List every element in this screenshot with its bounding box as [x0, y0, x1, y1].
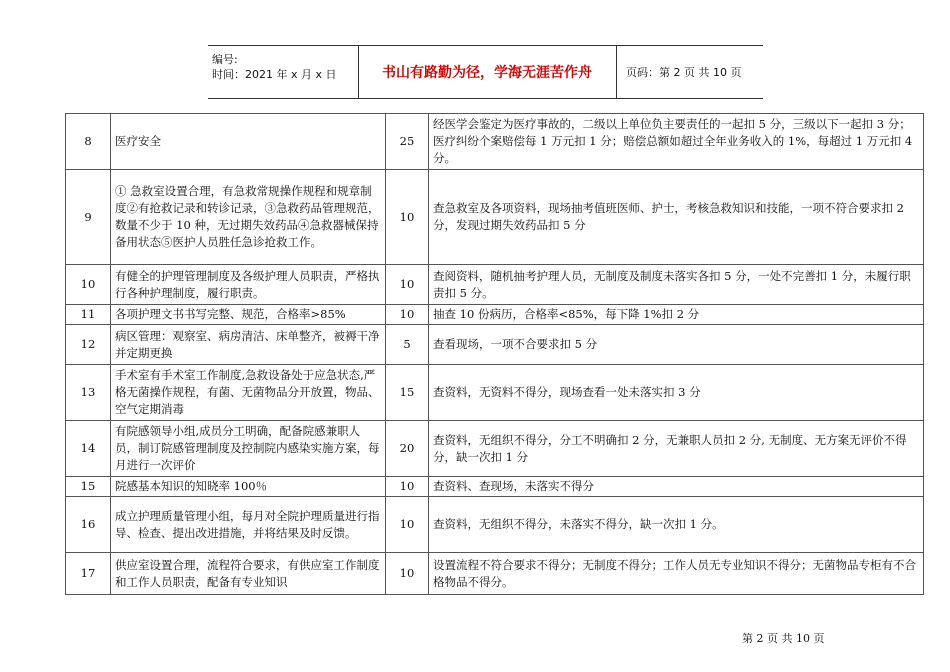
row-points: 10	[386, 477, 429, 497]
table-row	[66, 170, 924, 265]
doc-number-label: 编号:	[212, 53, 238, 66]
row-criteria: 抽查 10 份病历，合格率<85%，每下降 1%扣 2 分	[429, 305, 924, 325]
row-item: 各项护理文书书写完整、规范，合格率>85%	[111, 305, 386, 325]
table-row	[66, 421, 924, 477]
row-item: 有健全的护理管理制度及各级护理人员职责，严格执行各种护理制度，履行职责。	[111, 265, 386, 305]
table-row	[66, 365, 924, 421]
row-criteria: 查资料，无组织不得分，未落实不得分，缺一次扣 1 分。	[429, 497, 924, 553]
row-points: 10	[386, 305, 429, 325]
row-number: 12	[66, 325, 111, 365]
table-row	[66, 325, 924, 365]
row-item: ① 急救室设置合理，有急救常规操作规程和规章制度②有抢救记录和转诊记录，③急救药品管理规范，数量不少于 10 种，无过期失效药品④急救器械保持备用状态⑤医护人员胜任急诊抢救工作。	[111, 170, 386, 265]
row-number: 14	[66, 421, 111, 477]
header-motto: 书山有路勤为径，学海无涯苦作舟	[358, 46, 617, 98]
table-row	[66, 497, 924, 553]
page-header	[208, 45, 763, 99]
header-page-code: 页码：第 2 页 共 10 页	[626, 66, 742, 79]
row-points: 15	[386, 365, 429, 421]
row-number: 11	[66, 305, 111, 325]
header-info	[208, 46, 359, 98]
row-criteria: 设置流程不符合要求不得分；无制度不得分；工作人员无专业知识不得分；无菌物品专柜有不合格物品不得分。	[429, 553, 924, 595]
row-number: 17	[66, 553, 111, 595]
row-item: 病区管理：观察室、病房清洁、床单整齐，被褥干净并定期更换	[111, 325, 386, 365]
row-criteria: 查阅资料，随机抽考护理人员，无制度及制度未落实各扣 5 分，一处不完善扣 1 分，未履行职责扣 5 分。	[429, 265, 924, 305]
row-points: 10	[386, 553, 429, 595]
row-points: 10	[386, 497, 429, 553]
table-row	[66, 114, 924, 170]
row-criteria: 查资料、查现场，未落实不得分	[429, 477, 924, 497]
row-points: 10	[386, 265, 429, 305]
table-row	[66, 477, 924, 497]
row-points: 5	[386, 325, 429, 365]
row-number: 8	[66, 114, 111, 170]
table-row	[66, 553, 924, 595]
row-points: 20	[386, 421, 429, 477]
row-points: 25	[386, 114, 429, 170]
table-row	[66, 265, 924, 305]
row-number: 9	[66, 170, 111, 265]
row-number: 10	[66, 265, 111, 305]
row-criteria: 查资料，无资料不得分，现场查看一处未落实扣 3 分	[429, 365, 924, 421]
row-number: 15	[66, 477, 111, 497]
row-item: 供应室设置合理，流程符合要求，有供应室工作制度和工作人员职责，配备有专业知识	[111, 553, 386, 595]
row-item: 手术室有手术室工作制度,急救设备处于应急状态,严格无菌操作规程，有菌、无菌物品分开放置，物品、空气定期消毒	[111, 365, 386, 421]
row-number: 16	[66, 497, 111, 553]
doc-time: 时间：2021 年 x 月 x 日	[212, 68, 337, 81]
row-criteria: 经医学会鉴定为医疗事故的，二级以上单位负主要责任的一起扣 5 分，三级以下一起扣 3 分；医疗纠纷个案赔偿每 1 万元扣 1 分；赔偿总额如超过全年业务收入的 1%，每超过 1 万元扣 4 分。	[429, 114, 924, 170]
page-footer: 第 2 页 共 10 页	[742, 632, 825, 645]
row-item: 有院感领导小组,成员分工明确，配备院感兼职人员，制订院感管理制度及控制院内感染实施方案，每月进行一次评价	[111, 421, 386, 477]
row-item: 成立护理质量管理小组，每月对全院护理质量进行指导、检查、提出改进措施，并将结果及时反馈。	[111, 497, 386, 553]
row-item: 院感基本知识的知晓率 100％	[111, 477, 386, 497]
row-criteria: 查看现场，一项不合要求扣 5 分	[429, 325, 924, 365]
row-criteria: 查急救室及各项资料，现场抽考值班医师、护士，考核急救知识和技能，一项不符合要求扣 2 分，发现过期失效药品扣 5 分	[429, 170, 924, 265]
evaluation-table	[65, 113, 924, 595]
table-row	[66, 305, 924, 325]
row-criteria: 查资料，无组织不得分，分工不明确扣 2 分，无兼职人员扣 2 分, 无制度、无方案无评价不得分，缺一次扣 1 分	[429, 421, 924, 477]
row-number: 13	[66, 365, 111, 421]
row-item: 医疗安全	[111, 114, 386, 170]
row-points: 10	[386, 170, 429, 265]
